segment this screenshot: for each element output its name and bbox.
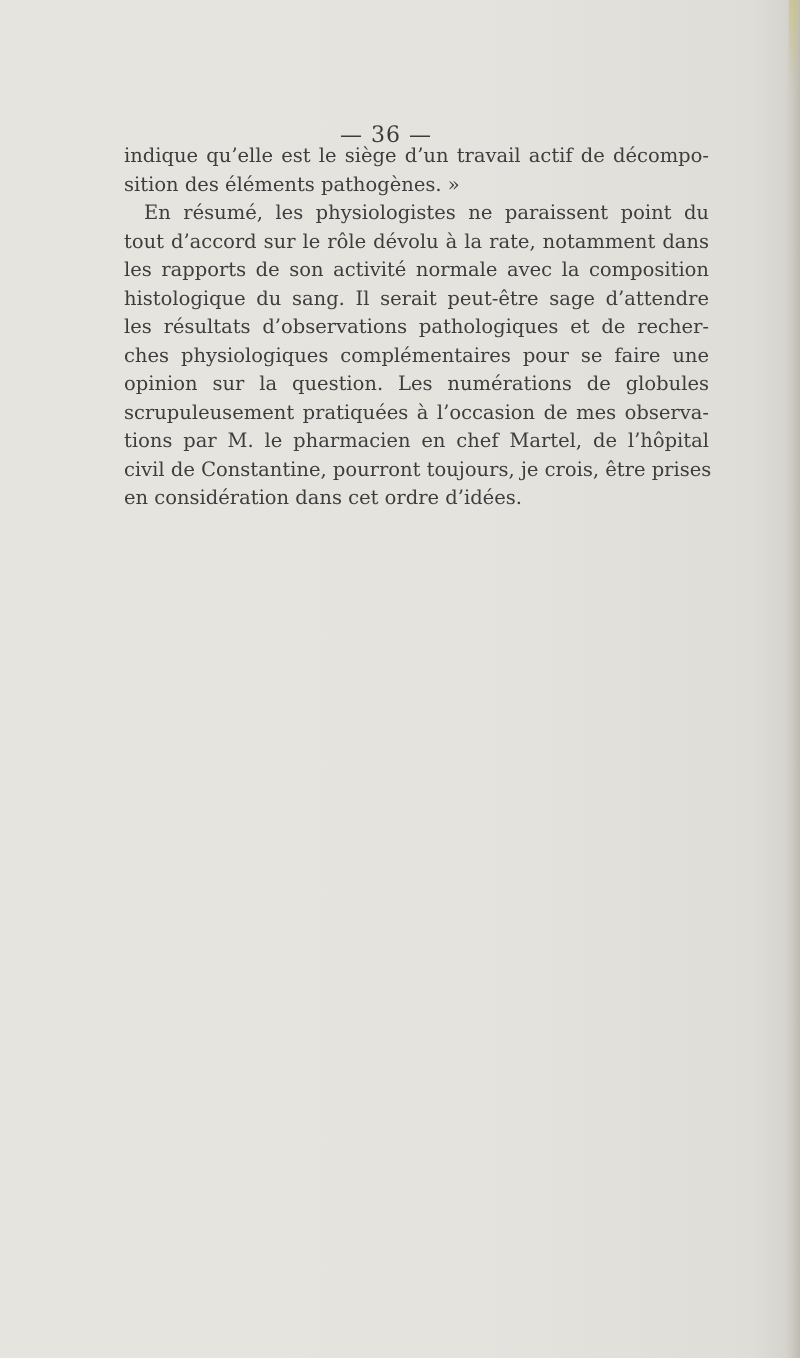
text-line: indique qu’elle est le siège d’un travail actif de décompo- xyxy=(124,144,709,167)
text-line: sition des éléments pathogènes. » xyxy=(124,172,460,196)
text-line: en considération dans cet ordre d’idées. xyxy=(124,486,522,509)
text-line: En résumé, les physiologistes ne paraissent point du xyxy=(144,201,709,224)
text-line: civil de Constantine, pourront toujours, je crois, être prises xyxy=(124,457,712,481)
text-line: tions par M. le pharmacien en chef Martel, de l’hôpital xyxy=(124,429,709,452)
body-text xyxy=(124,142,712,513)
text-line: ches physiologiques complémentaires pour se faire une xyxy=(124,343,709,367)
text-line: scrupuleusement pratiquées à l’occasion de mes observa- xyxy=(124,400,709,424)
text-line: histologique du sang. Il serait peut-être sage d’attendre xyxy=(124,286,709,310)
text-line: tout d’accord sur le rôle dévolu à la rate, notamment dans xyxy=(124,229,709,253)
page-number: — 36 — xyxy=(340,123,432,148)
text-line: les rapports de son activité normale avec la composition xyxy=(124,258,709,281)
text-line: opinion sur la question. Les numérations de globules xyxy=(124,372,709,395)
text-line: les résultats d’observations pathologiques et de recher- xyxy=(124,315,709,338)
page-edge-stain xyxy=(789,0,797,90)
page-edge-shadow xyxy=(786,0,800,1358)
